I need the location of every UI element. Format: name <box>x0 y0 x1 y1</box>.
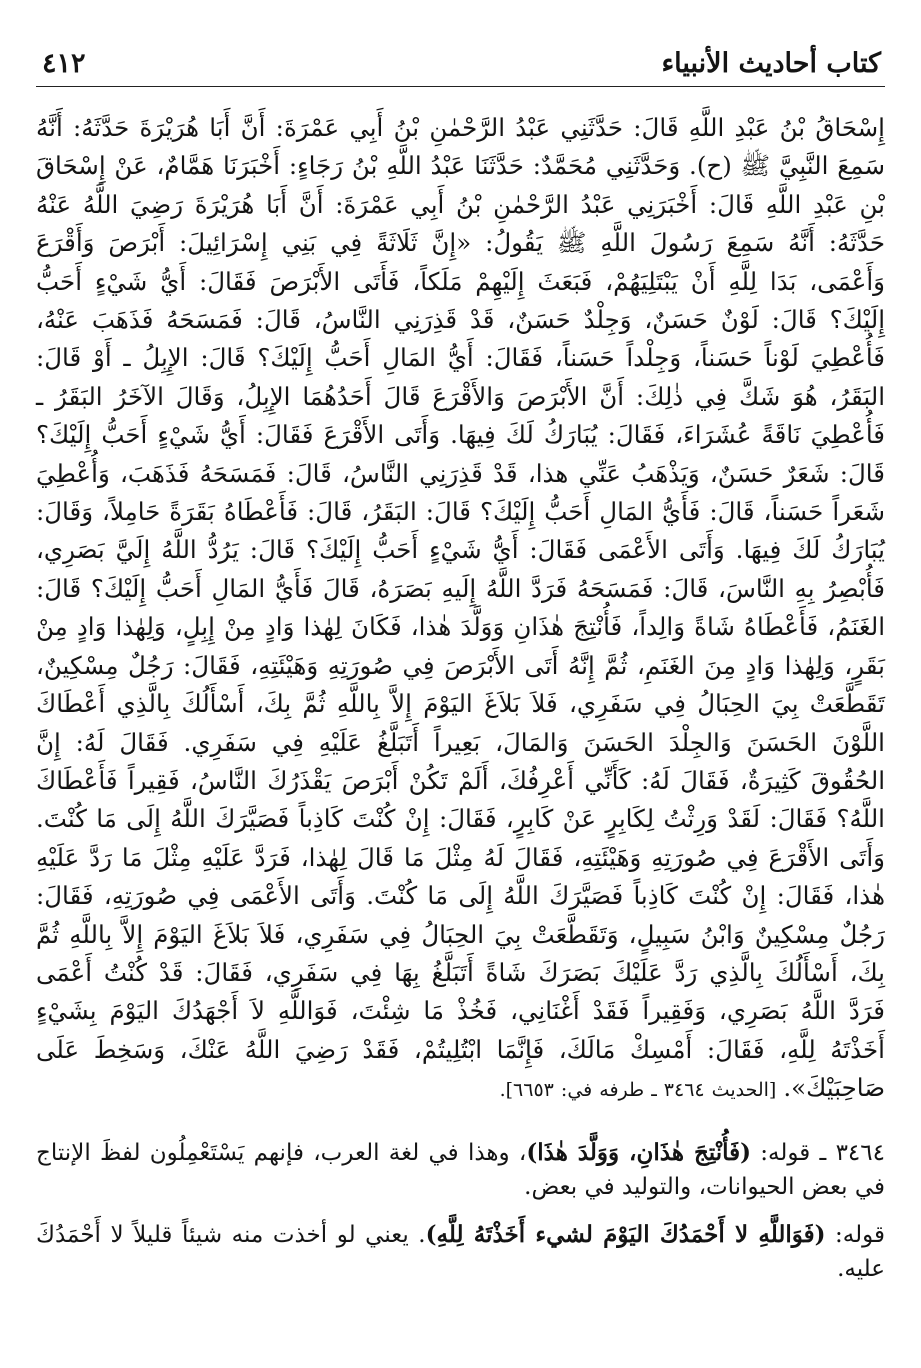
hadith-cross-reference: [الحديث ٣٤٦٤ ـ طرفه في: ٦٦٥٣]. <box>499 1079 784 1102</box>
hadith-text-block <box>36 109 885 1110</box>
commentary-explanation: ، وهذا في لغة العرب، فإنهم يَسْتَعْمِلُون لفظَ الإنتاج في بعض الحيوانات، والتوليد في بعض. <box>36 1139 885 1200</box>
commentary-paragraph <box>36 1218 885 1286</box>
book-title: كتاب أحاديث الأنبياء <box>661 48 881 79</box>
commentary-explanation: . يعني لو أخذت منه شيئاً قليلاً لا أَحْمَدُكَ عليه. <box>36 1221 885 1282</box>
page-header <box>36 40 885 87</box>
commentary-prefix: ٣٤٦٤ ـ قوله: <box>751 1139 885 1166</box>
page-number: ٤١٢ <box>42 48 86 79</box>
commentary-prefix: قوله: <box>825 1221 885 1248</box>
commentary-quote: (فَوَاللَّهِ لا أَحْمَدُكَ اليَوْمَ لشيء أَخَذْتَهُ لِلَّهِ) <box>425 1220 826 1248</box>
commentary-quote: (فَأُنْتِجَ هٰذَانِ، وَوَلَّدَ هٰذَا) <box>526 1138 752 1166</box>
hadith-text: إِسْحَاقُ بْنُ عَبْدِ اللَّهِ قَالَ: حَدَّثَنِي عَبْدُ الرَّحْمٰنِ بْنُ أَبِي عَمْرَةَ: أَنَّ أَبَا هُرَيْرَةَ حَدَّثَهُ: أَنَّهُ سَمِعَ النَّبِيَّ ﷺ (ح). وَحَدَّثَنِي مُحَمَّدٌ: حَدَّثَنَا عَبْدُ اللَّهِ بْنُ رَجَاءٍ: أَخْبَرَنَا هَمَّامٌ، عَنْ إِسْحَاقَ بْنِ عَبْدِ اللَّهِ قَالَ: أَخْبَرَنِي عَبْدُ الرَّحْمٰنِ بْنُ أَبِي عَمْرَةَ: أَنَّ أَبَا هُرَيْرَةَ رَضِيَ اللَّهُ عَنْهُ حَدَّثَهُ: أَنَّهُ سَمِعَ رَسُولَ اللَّهِ ﷺ يَقُولُ: «إِنَّ ثَلَاثَةً فِي بَنِي إِسْرَائِيلَ: أَبْرَصَ وَأَقْرَعَ وَأَعْمَى، بَدَا لِلَّهِ أَنْ يَبْتَلِيَهُمْ، فَبَعَثَ إِلَيْهِمْ مَلَكاً، فَأَتَى الأَبْرَصَ فَقَالَ: أَيُّ شَيْءٍ أَحَبُّ إِلَيْكَ؟ قَالَ: لَوْنٌ حَسَنٌ، وَجِلْدٌ حَسَنٌ، قَدْ قَذِرَنِي النَّاسُ، قَالَ: فَمَسَحَهُ فَذَهَبَ عَنْهُ، فَأُعْطِيَ لَوْناً حَسَناً، وَجِلْداً حَسَناً، فَقَالَ: أَيُّ المَالِ أَحَبُّ إِلَيْكَ؟ قَالَ: الإِبِلُ ـ أَوْ قَالَ: البَقَرُ، هُوَ شَكَّ فِي ذٰلِكَ: أَنَّ الأَبْرَصَ وَالأَقْرَعَ قَالَ أَحَدُهُمَا الإِبِلُ، وَقَالَ الآخَرُ البَقَرُ ـ فَأُعْطِيَ نَاقَةً عُشَرَاءَ، فَقَالَ: يُبَارَكُ لَكَ فِيهَا. وَأَتَى الأَقْرَعَ فَقَالَ: أَيُّ شَيْءٍ أَحَبُّ إِلَيْكَ؟ قَالَ: شَعَرٌ حَسَنٌ، وَيَذْهَبُ عَنِّي هذا، قَدْ قَذِرَنِي النَّاسُ، قَالَ: فَمَسَحَهُ فَذَهَبَ، وَأُعْطِيَ شَعَراً حَسَناً، قَالَ: فَأَيُّ المَالِ أَحَبُّ إِلَيْكَ؟ قَالَ: البَقَرُ، قَالَ: فَأَعْطَاهُ بَقَرَةً حَامِلاً، وَقَالَ: يُبَارَكُ لَكَ فِيهَا. وَأَتَى الأَعْمَى فَقَالَ: أَيُّ شَيْءٍ أَحَبُّ إِلَيْكَ؟ قَالَ: يَرُدُّ اللَّهُ إِلَيَّ بَصَرِي، فَأُبْصِرُ بِهِ النَّاسَ، قَالَ: فَمَسَحَهُ فَرَدَّ اللَّهُ إِلَيهِ بَصَرَهُ، قَالَ فَأَيُّ المَالِ أَحَبُّ إِلَيْكَ؟ قَالَ: الغَنَمُ، فَأَعْطَاهُ شَاةً وَالِداً، فَأُنْتِجَ هٰذَانِ وَوَلَّدَ هٰذا، فَكَانَ لِهٰذا وَادٍ مِنْ إِبِلٍ، وَلِهٰذا وَادٍ مِنْ بَقَرٍ، وَلِهٰذا وَادٍ مِنَ الغَنَمِ، ثُمَّ إِنَّهُ أَتَى الأَبْرَصَ فِي صُورَتِهِ وَهَيْئَتِهِ، فَقَالَ: رَجُلٌ مِسْكِينٌ، تَقَطَّعَتْ بِيَ الحِبَالُ فِي سَفَرِي، فَلاَ بَلاَغَ اليَوْمَ إِلاَّ بِاللَّهِ ثُمَّ بِكَ، أَسْأَلُكَ بِالَّذِي أَعْطَاكَ اللَّوْنَ الحَسَنَ وَالجِلْدَ الحَسَنَ وَالمَالَ، بَعِيراً أَتَبَلَّغُ عَلَيْهِ فِي سَفَرِي. فَقَالَ لَهُ: إِنَّ الحُقُوقَ كَثِيرَةٌ، فَقَالَ لَهُ: كَأَنِّي أَعْرِفُكَ، أَلَمْ تَكُنْ أَبْرَصَ يَقْذَرُكَ النَّاسُ، فَقِيراً فَأَعْطَاكَ اللَّهُ؟ فَقَالَ: لَقَدْ وَرِثْتُ لِكَابِرٍ عَنْ كَابِرٍ، فَقَالَ: إِنْ كُنْتَ كَاذِباً فَصَيَّرَكَ اللَّهُ إِلَى مَا كُنْتَ. وَأَتَى الأَقْرَعَ فِي صُورَتِهِ وَهَيْئَتِهِ، فَقَالَ لَهُ مِثْلَ مَا قَالَ لِهٰذا، فَرَدَّ عَلَيْهِ مِثْلَ مَا رَدَّ عَلَيْهِ هٰذا، فَقَالَ: إِنْ كُنْتَ كَاذِباً فَصَيَّرَكَ اللَّهُ إِلَى مَا كُنْتَ. وَأَتَى الأَعْمَى فِي صُورَتِهِ، فَقَالَ: رَجُلٌ مِسْكِينٌ وَابْنُ سَبِيلٍ، وَتَقَطَّعَتْ بِيَ الحِبَالُ فِي سَفَرِي، فَلاَ بَلاَغَ اليَوْمَ إِلاَّ بِاللَّهِ ثُمَّ بِكَ، أَسْأَلُكَ بِالَّذِي رَدَّ عَلَيْكَ بَصَرَكَ شَاةً أَتَبَلَّغُ بِهَا فِي سَفَرِي، فَقَالَ: قَدْ كُنْتُ أَعْمَى فَرَدَّ اللَّهُ بَصَرِي، وَفَقِيراً فَقَدْ أَغْنَانِي، فَخُذْ مَا شِئْتَ، فَوَاللَّهِ لاَ أَجْهَدُكَ اليَوْمَ بِشَيْءٍ أَخَذْتَهُ لِلَّهِ، فَقَالَ: أَمْسِكْ مَالَكَ، فَإِنَّمَا ابْتُلِيتُمْ، فَقَدْ رَضِيَ اللَّهُ عَنْكَ، وَسَخِطَ عَلَى صَاحِبَيْكَ». <box>36 113 885 1103</box>
commentary-paragraph <box>36 1136 885 1204</box>
book-page <box>36 40 885 1340</box>
commentary-section <box>36 1136 885 1286</box>
